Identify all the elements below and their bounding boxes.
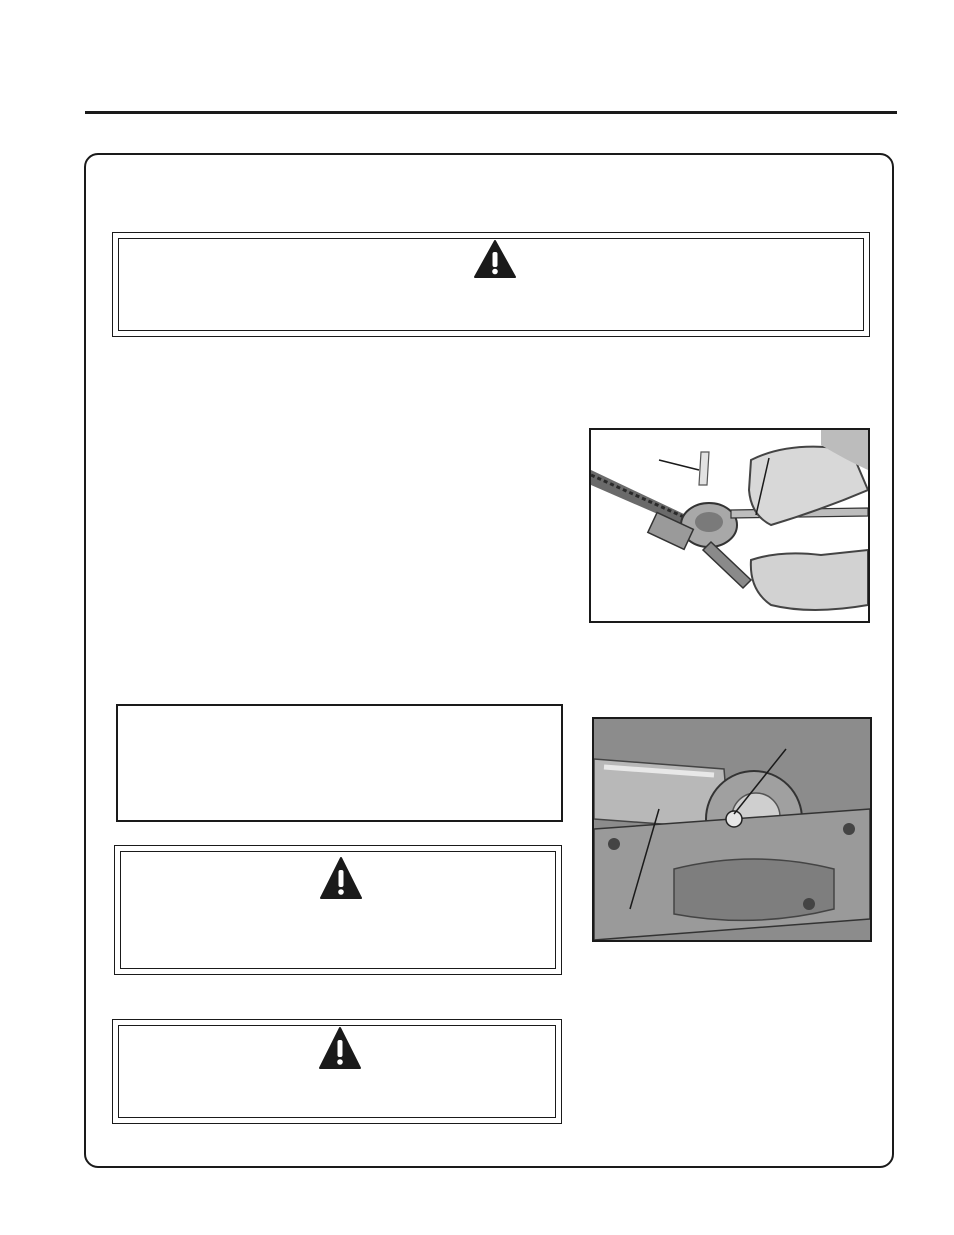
warning-triangle-icon <box>473 239 517 279</box>
photo-gearcase-closeup <box>592 717 872 942</box>
photo-gearcase-greasing <box>589 428 870 623</box>
warning-box-top <box>112 232 870 337</box>
note-box <box>116 704 563 822</box>
header-rule <box>85 111 897 114</box>
warning-triangle-icon <box>319 856 363 900</box>
warning-triangle-icon <box>318 1026 362 1070</box>
warning-box-middle <box>114 845 562 975</box>
warning-box-bottom <box>112 1019 562 1124</box>
